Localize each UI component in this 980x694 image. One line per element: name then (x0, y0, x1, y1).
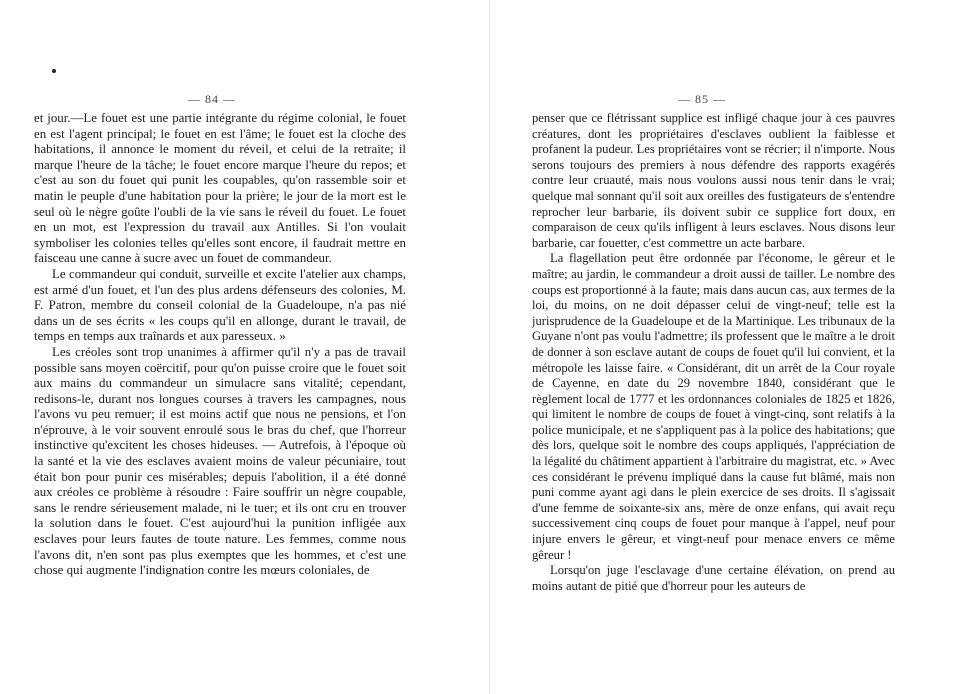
page-number: — 84 — (188, 92, 236, 106)
paragraph: La flagellation peut être ordonnée par l'économe, le gêreur et le maître; au jardin, le commandeur a droit aussi de tailler. Le nombre des coups est proportionné à la faute; mais dans aucun cas, aux termes de la loi, du moins, on ne doit dépasser celui de vingt-neuf; telle est la jurisprudence de la Guadeloupe et de la Martinique. Les tribunaux de la Guyane n'ont pas voulu l'admettre; ils professent que le maître a le droit de donner à son esclave autant de coups de fouet qu'il lui convient, et la métropole les laisse faire. « Considérant, dit un arrêt de la Cour royale de Cayenne, en date du 29 novembre 1840, considérant que le règlement local de 1777 et les ordonnances coloniales de 1825 et 1826, qui limitent le nombre de coups de fouet à vingt-cinq, sont relatifs à la police municipale, et ne s'appliquent pas à la police des habitations; que dès lors, quelque soit le nombre des coups appliqués, l'appréciation de la légalité du châtiment appartient à l'arbitraire du magistrat, etc. » Avec ces considérant le prévenu impliqué dans la cause fut blâmé, mais non puni comme ayant agi dans le plein exercice de ses droits. Il s'agissait d'une femme de soixante-six ans, mère de onze enfans, qui avait reçu successivement cinq coups de fouet pour manque à l'appel, neuf pour injure envers le gêreur, et vingt-neuf pour menace envers ce même gêreur ! (532, 251, 895, 562)
paragraph: Lorsqu'on juge l'esclavage d'une certaine élévation, on prend au moins autant de pitié que d'horreur pour les auteurs de (532, 563, 895, 593)
paragraph: et jour.—Le fouet est une partie intégrante du régime colonial, le fouet en est l'agent principal; le fouet en est l'âme; le fouet est la cloche des habitations, il annonce le moment du réveil, et celui de la retraite; il marque l'heure de la tâche; le fouet encore marque l'heure du repos; et c'est au son du fouet qui punit les coupables, qu'on rassemble soir et matin le peuple d'une habitation pour la prière; le jour de la mort est le seul où le nègre goûte l'oubli de la vie sans le réveil du fouet. Le fouet en un mot, est l'expression du travail aux Antilles. Si l'on voulait symboliser les colonies telles qu'elles sont encore, il faudrait mettre en faisceau une canne à sucre avec un fouet de commandeur. (34, 111, 406, 266)
paragraph: Le commandeur qui conduit, surveille et excite l'atelier aux champs, est armé d'un fouet, et l'un des plus ardens défenseurs des colonies, M. F. Patron, membre du conseil colonial de la Guadeloupe, n'a pas nié dans un de ses écrits « les coups qu'il en allonge, durant le travail, de temps en temps aux traînards et aux paresseux. » (34, 266, 406, 344)
paragraph: penser que ce flétrissant supplice est infligé chaque jour à ces pauvres créatures, dont les propriétaires d'esclaves oublient la faiblesse et profanent la pudeur. Les propriétaires vont se récrier; il n'importe. Nous serons toujours des premiers à nous défendre des rapports exagérés contre leur cruauté, mais nous voulons aussi nous tenir dans le vrai; quelque mal sonnant qu'il soit aux oreilles des fustigateurs de s'entendre reprocher leur barbarie, ils doivent subir ce supplice fort doux, en comparaison de ceux qu'ils infligent à leurs esclaves. Nous disons leur barbarie, car fouetter, c'est commettre un acte barbare. (532, 111, 895, 250)
page-text (34, 111, 406, 579)
ink-speck (52, 69, 56, 73)
page-gutter (489, 0, 490, 694)
paragraph: Les créoles sont trop unanimes à affirmer qu'il n'y a pas de travail possible sans moyen coërcitif, pour qu'on puisse croire que le fouet soit aux mains du commandeur un simulacre sans vitalité; cependant, redisons-le, durant nos longues courses à travers les campagnes, nous l'avons vu peu remuer; il est moins actif que nous ne pensions, et l'on n'éprouve, à le voir souvent enroulé sous le bras du chef, que l'horreur instinctive qu'excitent les choses hideuses. — Autrefois, à l'époque où la santé et la vie des esclaves avaient moins de valeur pécuniaire, tout était bon pour punir ces misérables; depuis l'abolition, il a été donné aux créoles ce problème à résoudre : Faire souffrir un nègre coupable, sans le rendre sérieusement malade, ni le tuer; et ils ont cru en trouver la solution dans le fouet. C'est aujourd'hui la punition infligée aux esclaves pour leurs fautes de toute nature. Les femmes, comme nous l'avons dit, n'en sont pas plus exemptes que les hommes, et c'est une chose qui augmente l'indignation contre les mœurs coloniales, de (34, 344, 406, 578)
page-number: — 85 — (678, 92, 726, 106)
page-text (532, 111, 895, 594)
